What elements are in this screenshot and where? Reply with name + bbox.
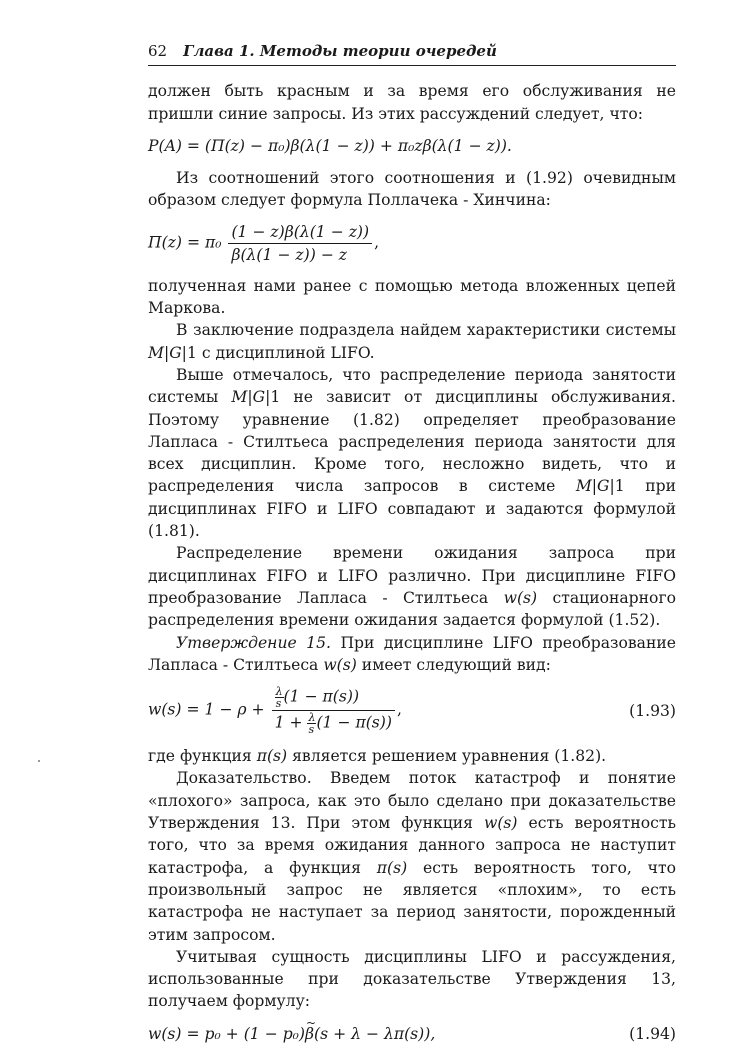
equation-193-den-pre: 1 + [274,713,303,732]
paragraph-9 [148,767,676,945]
equation-193-den-s: s [308,723,315,737]
paragraph-4-text-b: 1 с дисциплиной LIFO. [186,343,375,362]
equation-193-num-lambda-over-s [275,686,284,709]
equation-1-93 [148,686,676,735]
page-number: 62 [148,42,168,60]
paragraph-5 [148,364,676,542]
paragraph-6-text-a: Распределение времени ожидания запроса при дисциплинах FIFO и LIFO различно. При дисциплине FIFO преобразование Лапласа - Стилтьеса [148,544,676,607]
paragraph-8-text-b: является решением уравнения (1.82). [287,747,607,766]
paragraph-9-math-1: w(s) [483,814,518,833]
paragraph-6-math: w(s) [503,588,538,607]
paragraph-3: полученная нами ранее с помощью метода вложенных цепей Маркова. [148,276,676,318]
equation-193-tail: , [396,700,402,719]
paragraph-7-text-a: При дисциплине LIFO преобразование Лапласа - Стилтьеса [148,633,676,674]
equation-193-fraction [272,686,395,735]
running-header [148,40,676,66]
paragraph-5-text-c: 1 при дисциплинах FIFO и LIFO совпадают и задаются формулой (1.81). [148,477,676,541]
equation-pa [148,135,676,157]
equation-194-beta-tilde: ~ β [305,1023,314,1045]
paragraph-7-text-b: имеет следующий вид: [356,655,551,674]
paragraph-8-math: π(s) [256,747,288,766]
paragraph-2: Из соотношений этого соотношения и (1.92) очевидным образом следует формула Поллачека - Хинчина: [148,169,676,210]
statement-title: Утверждение 15. [176,633,331,652]
paragraph-5-text-a: Выше отмечалось, что распределение периода занятости системы [148,365,676,407]
equation-193-number: (1.93) [629,701,676,720]
paragraph-5-math-1: M|G| [231,388,271,407]
paragraph-10: Учитывая сущность дисциплины LIFO и рассуждения, использованные при доказательстве Утверждения 13, получаем формулу: [148,947,676,1011]
paragraph-1: должен быть красным и за время его обслуживания не пришли синие запросы. Из этих рассуждений следует, что: [148,82,676,123]
equation-194-post: (s + λ − λπ(s)), [314,1024,436,1043]
equation-193-den-rest: (1 − π(s)) [316,713,392,732]
equation-pk-fraction [228,222,372,265]
equation-193-num-s: s [275,697,282,711]
paragraph-5-text-b: 1 не зависит от дисциплины обслуживания. Поэтому уравнение (1.82) определяет преобразование Лапласа - Стилтьеса распределения периода занятости для всех дисциплин. Кроме того, несложно видеть, что и распределения числа запросов в системе [148,388,676,496]
equation-pk-numerator: (1 − z)β(λ(1 − z)) [228,222,372,244]
paragraph-7 [148,632,676,677]
equation-pk-denominator: β(λ(1 − z)) − z [231,245,347,264]
equation-193-lhs: w(s) = 1 − ρ + [148,700,265,719]
equation-193-num-lambda: λ [275,685,283,699]
margin-speck [38,760,40,762]
equation-pollaczek-khinchine [148,222,676,265]
equation-193-numerator [272,686,395,711]
paragraph-4-text-a: В заключение подраздела найдем характеристики системы [176,321,676,340]
equation-194-number: (1.94) [629,1024,676,1043]
equation-194-pre: w(s) = p₀ + (1 − p₀) [148,1024,306,1043]
equation-pk-lhs: Π(z) = π₀ [148,233,222,252]
paragraph-6-text-b: стационарного распределения времени ожидания задается формулой (1.52). [148,588,676,630]
paragraph-7-math: w(s) [323,655,357,674]
paragraph-8 [148,745,676,767]
equation-193-num-rest: (1 − π(s)) [283,687,360,706]
paragraph-6 [148,542,676,631]
paragraph-8-text-a: где функция [148,747,257,766]
book-page [148,40,676,1055]
paragraph-9-text-a: Доказательство. Введем поток катастроф и понятие «плохого» запроса, как это было сделано при доказательстве Утверждения 13. При этом функция [148,769,676,833]
paragraph-9-math-2: π(s) [376,858,408,877]
paragraph-5-math-2: M|G| [575,477,615,496]
equation-1-94 [148,1023,676,1045]
paragraph-4 [148,319,676,364]
equation-193-den-lambda: λ [308,711,316,725]
paragraph-4-math: M|G| [148,343,187,362]
chapter-title: Глава 1. Методы теории очередей [183,42,497,60]
equation-pk-tail: , [374,233,380,252]
equation-193-denominator [272,711,395,735]
paragraph-9-text-b: есть вероятность того, что за время ожидания данного запроса не наступит катастрофа, а функция [148,814,676,877]
paragraph-9-text-c: есть вероятность того, что произвольный запрос не является «плохим», то есть катастрофа не наступает за период занятости, порожденный этим запросом. [148,858,676,944]
equation-pa-text: P(A) = (Π(z) − π₀)β(λ(1 − z)) + π₀zβ(λ(1 − z)). [148,136,512,155]
